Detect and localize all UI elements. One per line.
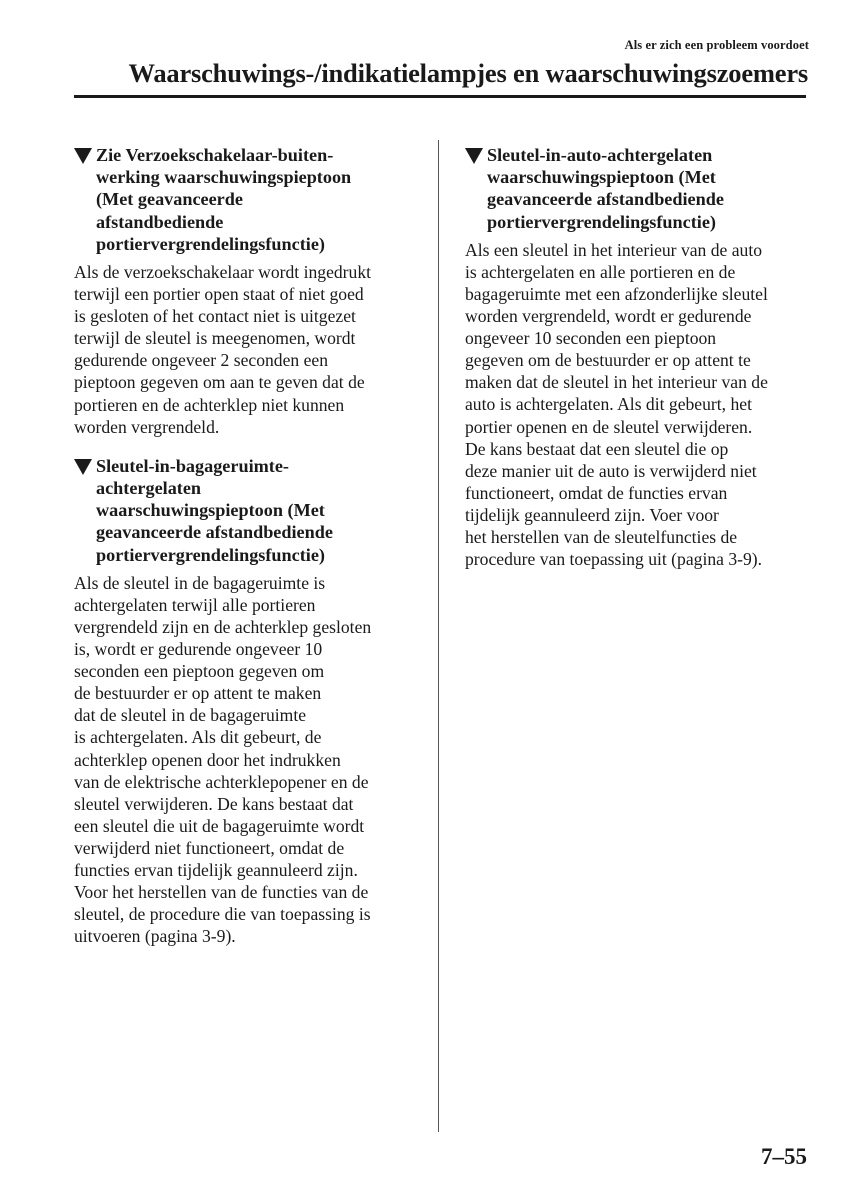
body-text-line: procedure van toepassing uit (pagina 3-9). — [465, 549, 763, 570]
body-text-line: vergrendeld zijn en de achterklep gesloten — [74, 616, 372, 637]
section-heading-line: portiervergrendelingsfunctie) — [487, 211, 716, 232]
right-column — [465, 144, 810, 570]
chapter-label: Als er zich een probleem voordoet — [624, 38, 809, 52]
body-text-line: is achtergelaten. Als dit gebeurt, de — [74, 727, 322, 748]
body-text-line: van de elektrische achterklepopener en de — [74, 771, 369, 792]
body-text-line: een sleutel die uit de bagageruimte wordt — [74, 815, 365, 836]
title-rule — [74, 95, 806, 98]
section-heading — [74, 144, 414, 255]
page-number: 7–55 — [761, 1144, 807, 1169]
body-text-line: terwijl een portier open staat of niet goed — [74, 284, 364, 305]
warning-section — [74, 144, 414, 438]
section-heading-line: afstandbediende — [96, 211, 224, 232]
body-text-line: het herstellen van de sleutelfuncties de — [465, 527, 738, 548]
body-text-line: seconden een pieptoon gegeven om — [74, 661, 325, 682]
triangle-down-icon — [74, 148, 92, 164]
section-heading — [74, 455, 414, 566]
section-body — [74, 572, 414, 948]
body-text-line: gedurende ongeveer 2 seconden een — [74, 350, 329, 371]
body-text-line: sleutel verwijderen. De kans bestaat dat — [74, 793, 354, 814]
page-title: Waarschuwings-/indikatielampjes en waarschuwingszoemers — [128, 58, 808, 88]
body-text-line: achtergelaten terwijl alle portieren — [74, 594, 316, 615]
body-text-line: is achtergelaten en alle portieren en de — [465, 261, 736, 282]
section-heading — [465, 144, 810, 233]
triangle-down-icon — [74, 459, 92, 475]
section-heading-line: achtergelaten — [96, 477, 202, 498]
body-text-line: portieren en de achterklep niet kunnen — [74, 394, 345, 415]
section-heading-line: portiervergrendelingsfunctie) — [96, 233, 325, 254]
body-text-line: ongeveer 10 seconden een pieptoon — [465, 328, 717, 349]
body-text-line: worden vergrendeld, wordt er gedurende — [465, 306, 752, 327]
body-text-line: auto is achtergelaten. Als dit gebeurt, het — [465, 394, 752, 415]
section-heading-line: waarschuwingspieptoon (Met — [96, 500, 325, 521]
section-heading-line: portiervergrendelingsfunctie) — [96, 544, 325, 565]
body-text-line: functies ervan tijdelijk geannuleerd zijn. — [74, 860, 358, 880]
body-text-line: verwijderd niet functioneert, omdat de — [74, 837, 345, 858]
body-text-line: is, wordt er gedurende ongeveer 10 — [74, 639, 323, 660]
body-text-line: achterklep openen door het indrukken — [74, 749, 341, 770]
body-text-line: uitvoeren (pagina 3-9). — [74, 926, 236, 947]
body-text-line: maken dat de sleutel in het interieur van de — [465, 372, 768, 393]
body-text-line: bagageruimte met een afzonderlijke sleutel — [465, 284, 768, 304]
column-divider — [438, 140, 439, 1132]
section-heading-line: Sleutel-in-bagageruimte- — [96, 455, 289, 476]
body-text-line: tijdelijk geannuleerd zijn. Voer voor — [465, 504, 719, 525]
warning-section — [465, 144, 810, 570]
body-text-line: terwijl de sleutel is meegenomen, wordt — [74, 328, 356, 349]
body-text-line: Als de sleutel in de bagageruimte is — [74, 572, 326, 593]
warning-section — [74, 455, 414, 948]
body-text-line: functioneert, omdat de functies ervan — [465, 482, 728, 503]
body-text-line: is gesloten of het contact niet is uitgezet — [74, 306, 356, 327]
section-heading-line: werking waarschuwingspieptoon — [96, 167, 352, 188]
section-heading-line: Zie Verzoekschakelaar-buiten- — [96, 145, 334, 165]
body-text-line: De kans bestaat dat een sleutel die op — [465, 438, 729, 459]
section-heading-line: geavanceerde afstandbediende — [487, 189, 724, 210]
body-text-line: de bestuurder er op attent te maken — [74, 683, 322, 704]
body-text-line: Voor het herstellen van de functies van de — [74, 882, 369, 903]
body-text-line: gegeven om de bestuurder er op attent te — [465, 350, 751, 371]
triangle-down-icon — [465, 148, 483, 164]
body-text-line: deze manier uit de auto is verwijderd niet — [465, 460, 757, 481]
body-text-line: pieptoon gegeven om aan te geven dat de — [74, 372, 365, 393]
body-text-line: sleutel, de procedure die van toepassing is — [74, 904, 371, 925]
body-text-line: Als een sleutel in het interieur van de auto — [465, 239, 763, 260]
section-heading-line: geavanceerde afstandbediende — [96, 522, 333, 543]
section-body — [465, 239, 810, 570]
section-body — [74, 261, 414, 438]
body-text-line: worden vergrendeld. — [74, 416, 220, 437]
body-text-line: Als de verzoekschakelaar wordt ingedrukt — [74, 262, 372, 283]
left-column — [74, 144, 414, 947]
section-heading-line: (Met geavanceerde — [96, 189, 243, 210]
body-text-line: dat de sleutel in de bagageruimte — [74, 705, 307, 726]
section-heading-line: waarschuwingspieptoon (Met — [487, 167, 716, 188]
body-text-line: portier openen en de sleutel verwijderen. — [465, 416, 753, 437]
section-heading-line: Sleutel-in-auto-achtergelaten — [487, 145, 713, 165]
